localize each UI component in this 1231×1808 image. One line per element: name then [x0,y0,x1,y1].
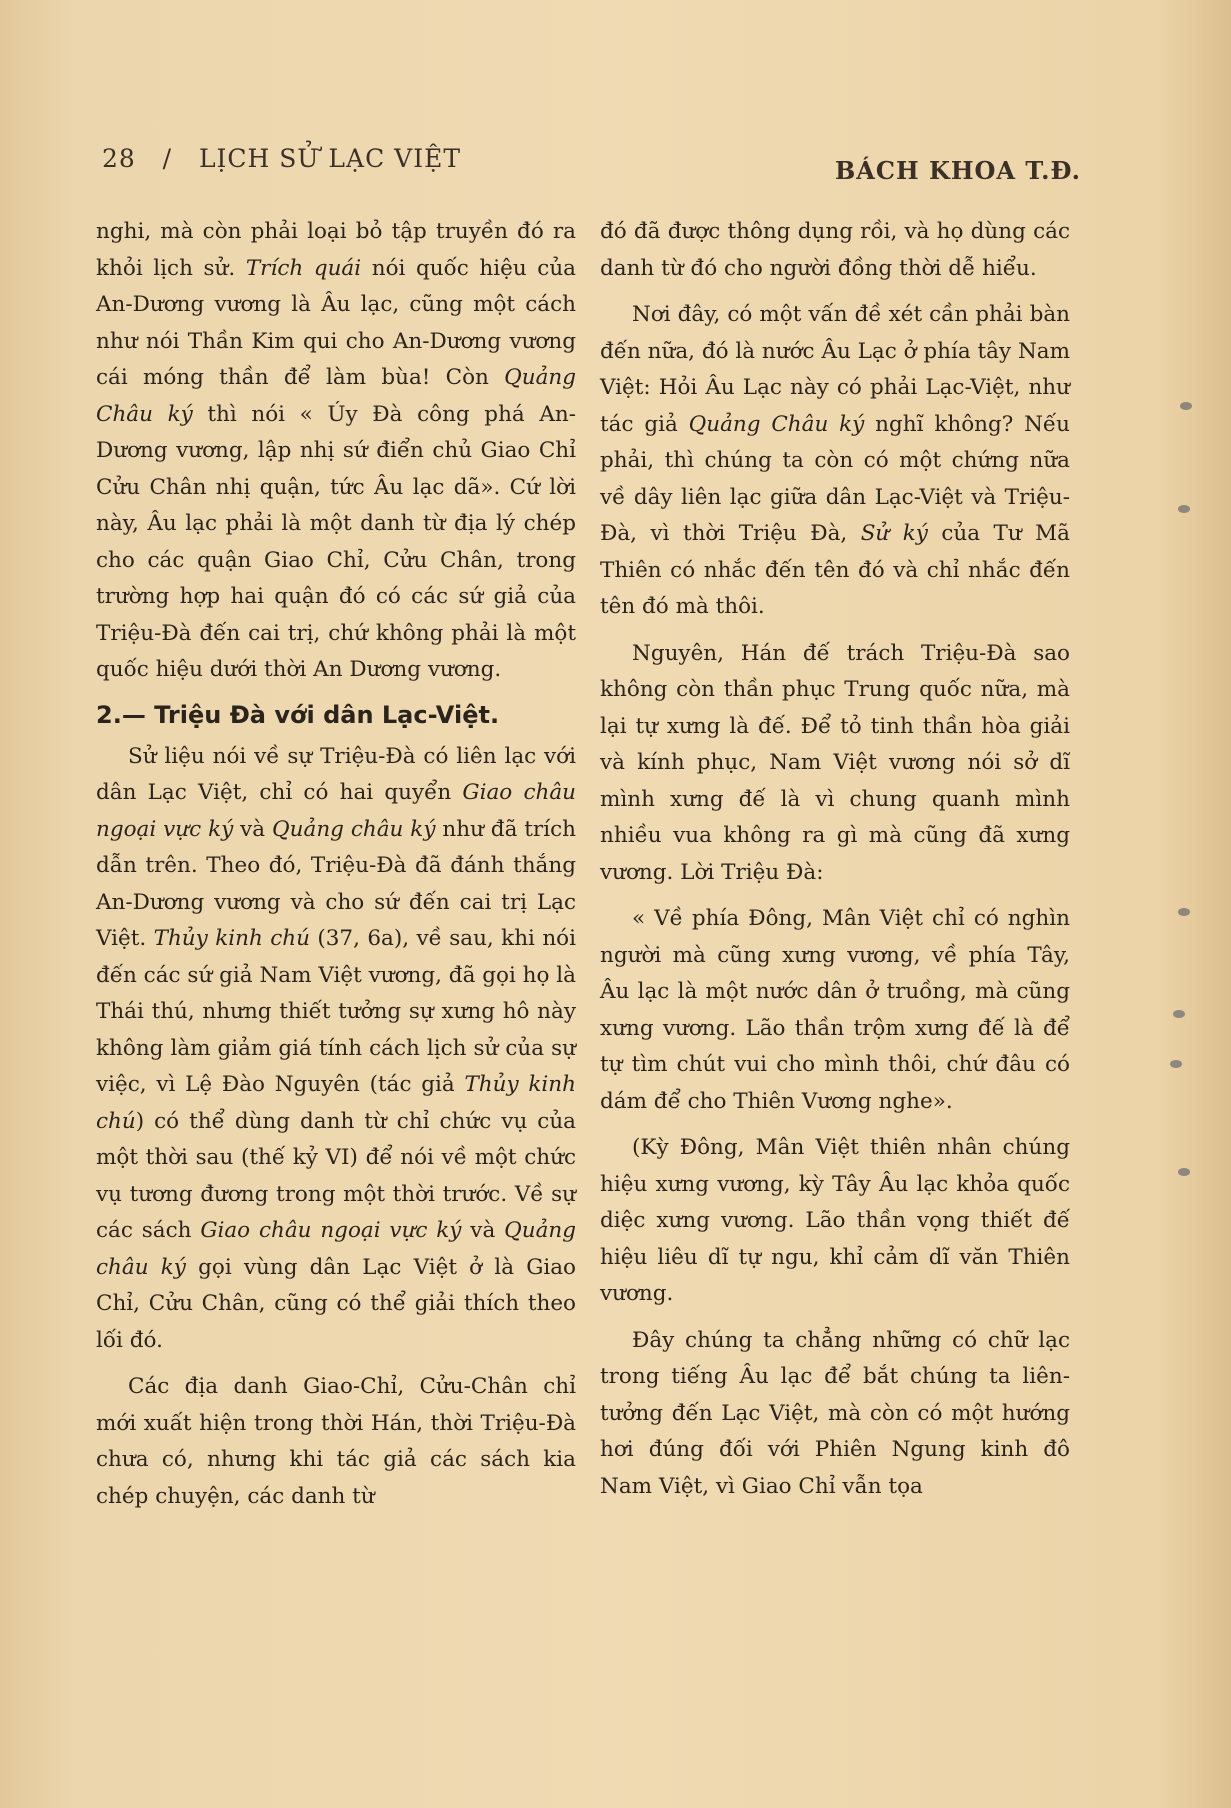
paragraph: đó đã được thông dụng rồi, và họ dùng các danh từ đó cho người đồng thời dễ hiểu. [600,219,1070,281]
text: của Tư Mã Thiên có nhắc đến tên đó và chỉ nhắc đến tên đó mà thôi. [600,521,1070,619]
italic-title: Quảng châu ký [96,1218,576,1280]
italic-title: Quảng Châu ký [688,411,865,437]
quote-paragraph: « Về phía Đông, Mân Việt chỉ có nghìn người mà cũng xưng vương, về phía Tây, Âu lạc là một nước dân ở truồng, mà cũng xưng vương. Lão thần trộm xưng đế là để tự tìm chút vui cho mình thôi, chứ đâu có dám để cho Thiên Vương nghe». [600,906,1070,1114]
running-head-right: BÁCH KHOA T.Đ. [834,156,1081,185]
paragraph: Đây chúng ta chẳng những có chữ lạc trong tiếng Âu lạc để bắt chúng ta liên-tưởng đến Lạc Việt, mà còn có một hướng hơi đúng đối với Phiên Ngung kinh đô Nam Việt, vì Giao Chỉ vẫn tọa [600,1327,1070,1499]
text: và [461,1218,505,1243]
book-title: LỊCH SỬ LẠC VIỆT [198,144,462,173]
italic-title: Giao châu ngoại vực ký [200,1218,462,1243]
text: ) có thể dùng danh từ chỉ chức vụ của một thời sau (thế kỷ VI) để nói về một chức vụ tương đương trong một thời trước. Về sự các sách [96,1108,576,1243]
paragraph [96,214,576,689]
italic-title: Trích quái [245,255,362,281]
text: nghi, mà còn phải loại bỏ tập truyền đó ra khỏi lịch sử. [96,219,576,281]
text: nói quốc hiệu của An-Dương vương là Âu lạc, cũng một cách như nói Thần Kim qui cho An-Dương vương cái móng thần để làm bùa! Còn [96,255,576,390]
text: như đã trích dẫn trên. Theo đó, Triệu-Đà đã đánh thắng An-Dương vương và cho sứ đến cai trị Lạc Việt. [96,816,576,951]
text: gọi vùng dân Lạc Việt ở là Giao Chỉ, Cửu Chân, cũng có thể giải thích theo lối đó. [96,1254,577,1353]
italic-title: Quảng châu ký [272,816,436,842]
text: nghĩ không? Nếu phải, thì chúng ta còn có một chứng nữa về dây liên lạc giữa dân Lạc-Việt và Triệu-Đà, vì thời Triệu Đà, [600,411,1070,546]
page-number: 28 [102,144,136,173]
margin-mark [1178,908,1190,916]
text: thì nói « Úy Đà công phá An-Dương vương, lập nhị sứ điển chủ Giao Chỉ Cửu Chân nhị quận, tức Âu lạc dã». Cứ lời này, Âu lạc phải là một danh từ địa lý chép cho các quận Giao Chỉ, Cửu Chân, trong trường hợp hai quận đó có các sứ giả của Triệu-Đà đến cai trị, chứ không phải là một quốc hiệu dưới thời An Dương vương. [96,401,576,682]
margin-mark [1170,1060,1182,1068]
paragraph [96,739,576,1360]
paragraph: Nguyên, Hán đế trách Triệu-Đà sao không còn thần phục Trung quốc nữa, mà lại tự xưng là đế. Để tỏ tinh thần hòa giải và kính phục, Nam Việt vương nói sở dĩ mình xưng đế là vì chung quanh mình nhiều vua không ra gì mà cũng đã xưng vương. Lời Triệu Đà: [600,640,1070,885]
running-head-left [102,144,461,173]
italic-title: Quảng Châu ký [96,365,576,427]
text: Sử liệu nói về sự Triệu-Đà có liên lạc với dân Lạc Việt, chỉ có hai quyển [96,743,576,805]
transliteration-paragraph: (Kỳ Đông, Mân Việt thiên nhân chúng hiệu xưng vương, kỳ Tây Âu lạc khỏa quốc diệc xưng vương. Lão thần vọng thiết đế hiệu liêu dĩ tự ngu, khỉ cảm dĩ văn Thiên vương. [600,1135,1070,1306]
margin-mark [1180,402,1192,410]
right-column [600,214,1070,1505]
text: và [233,816,273,842]
text: Nơi đây, có một vấn đề xét cần phải bàn đến nữa, đó là nước Âu Lạc ở phía tây Nam Việt: Hỏi Âu Lạc này có phải Lạc-Việt, như tác giả [600,302,1070,437]
italic-title: Thủy kinh chú [153,926,310,951]
page-header [102,140,1081,190]
text: (37, 6a), về sau, khi nói đến các sứ giả Nam Việt vương, đã gọi họ là Thái thú, nhưng thiết tưởng sự xưng hô này không làm giảm giá tính cách lịch sử của sự việc, vì Lệ Đào Nguyên (tác giả [96,926,576,1097]
header-separator: / [162,144,173,173]
section-heading: 2.— Triệu Đà với dân Lạc-Việt. [96,700,500,729]
margin-mark [1178,1168,1190,1176]
paragraph [600,297,1070,626]
paragraph: Các địa danh Giao-Chỉ, Cửu-Chân chỉ mới xuất hiện trong thời Hán, thời Triệu-Đà chưa có, nhưng khi tác giả các sách kia chép chuyện, các danh từ [96,1374,576,1509]
margin-mark [1173,1010,1185,1018]
italic-title: Thủy kinh chú [96,1072,576,1134]
margin-mark [1178,505,1190,513]
left-column [96,214,576,1515]
italic-title: Giao châu ngoại vực ký [96,780,577,842]
italic-title: Sử ký [860,521,928,546]
